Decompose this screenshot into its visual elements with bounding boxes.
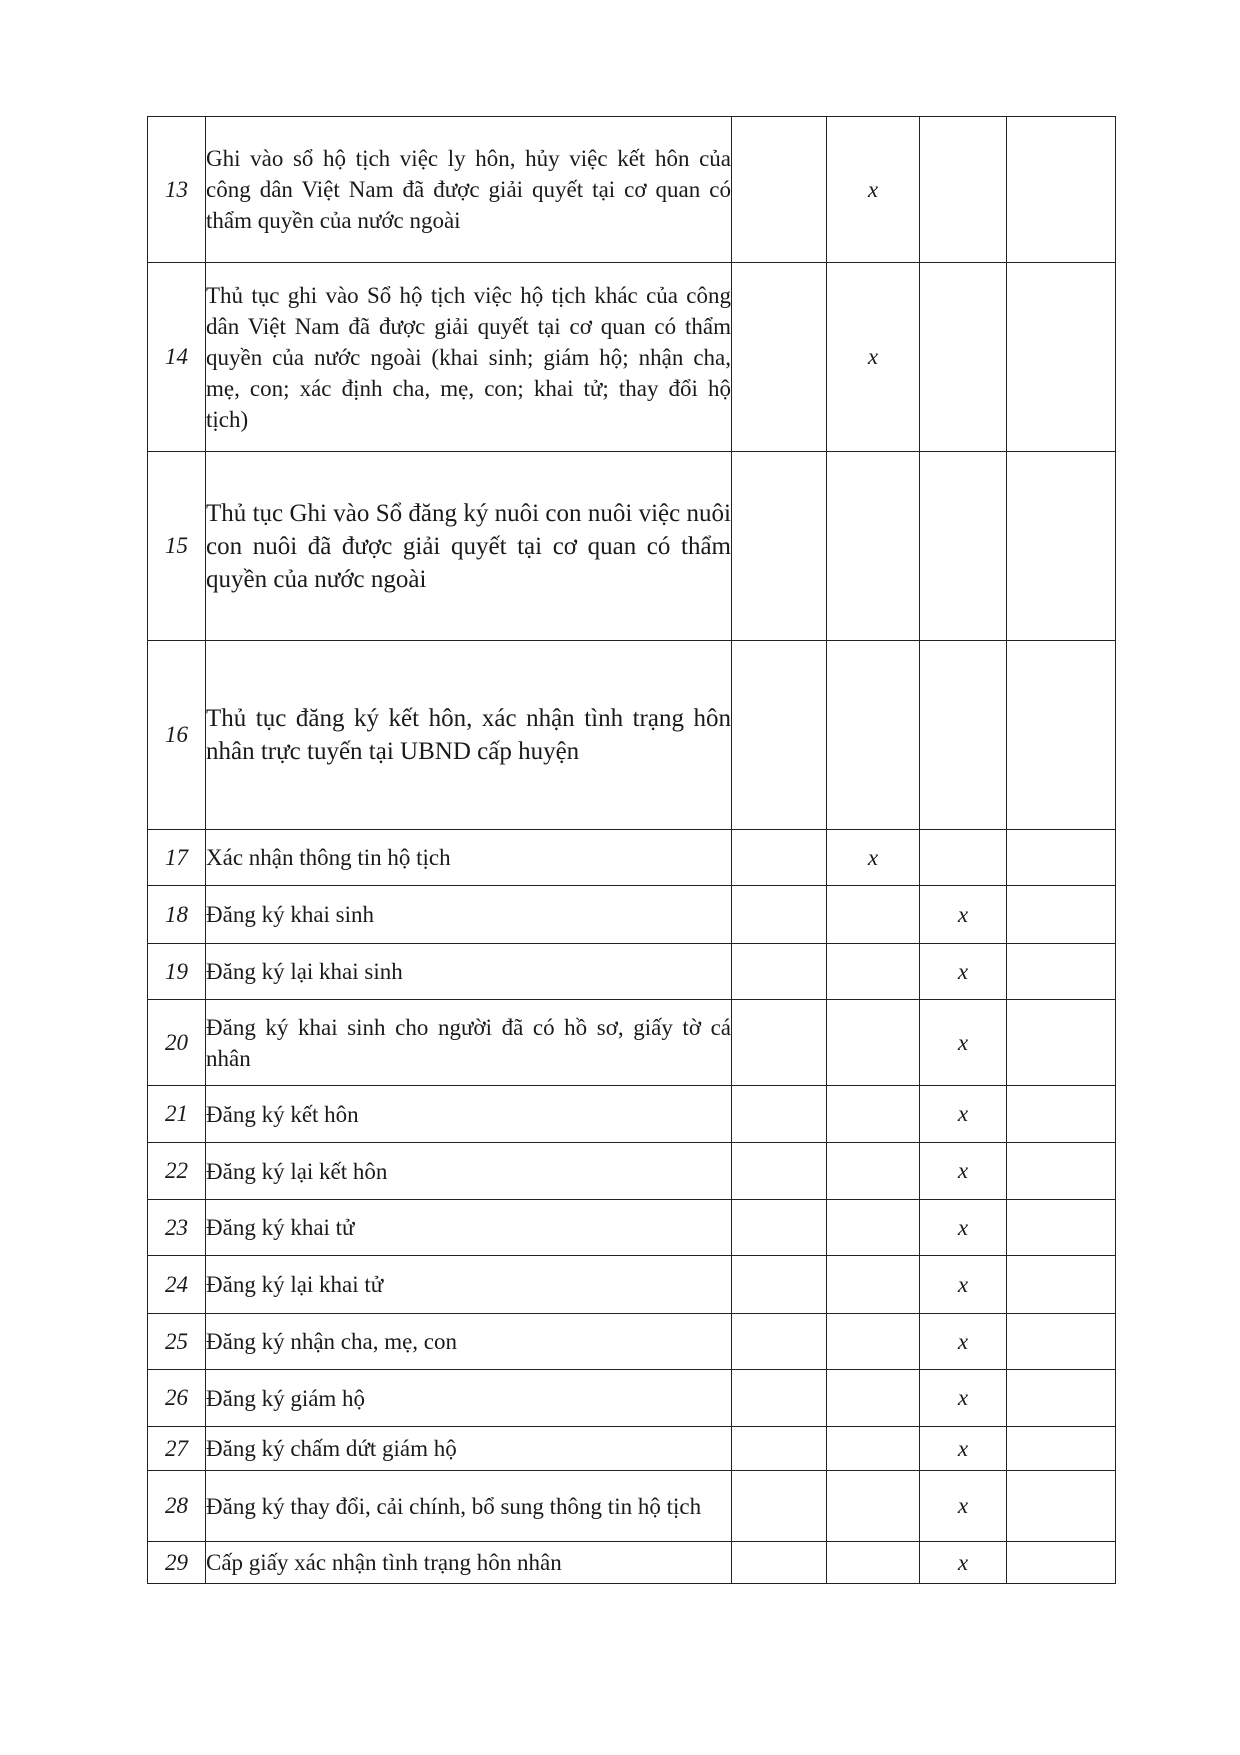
mark-cell-col-1 — [732, 452, 827, 641]
mark-cell-col-4 — [1007, 1143, 1116, 1200]
mark-cell-col-3: x — [920, 1000, 1007, 1086]
mark-cell-col-2 — [827, 944, 920, 1000]
mark-cell-col-1 — [732, 641, 827, 830]
mark-cell-col-2 — [827, 886, 920, 944]
table-row — [148, 641, 1116, 830]
mark-cell-col-3: x — [920, 1314, 1007, 1370]
table-row — [148, 1200, 1116, 1256]
mark-cell-col-1 — [732, 1143, 827, 1200]
procedure-name: Xác nhận thông tin hộ tịch — [206, 830, 732, 886]
table-row — [148, 452, 1116, 641]
mark-cell-col-2 — [827, 641, 920, 830]
procedure-name: Đăng ký nhận cha, mẹ, con — [206, 1314, 732, 1370]
mark-cell-col-1 — [732, 263, 827, 452]
row-number: 15 — [148, 452, 206, 641]
mark-cell-col-3: x — [920, 1086, 1007, 1143]
procedure-name: Đăng ký lại khai sinh — [206, 944, 732, 1000]
mark-cell-col-3: x — [920, 1256, 1007, 1314]
row-number: 18 — [148, 886, 206, 944]
row-number: 28 — [148, 1471, 206, 1542]
mark-cell-col-4 — [1007, 1370, 1116, 1427]
procedure-name: Đăng ký khai sinh — [206, 886, 732, 944]
mark-cell-col-4 — [1007, 641, 1116, 830]
procedure-name: Đăng ký giám hộ — [206, 1370, 732, 1427]
row-number: 27 — [148, 1427, 206, 1471]
mark-cell-col-2: x — [827, 117, 920, 263]
mark-cell-col-2 — [827, 1000, 920, 1086]
row-number: 14 — [148, 263, 206, 452]
procedure-name: Cấp giấy xác nhận tình trạng hôn nhân — [206, 1542, 732, 1584]
mark-cell-col-3: x — [920, 1143, 1007, 1200]
mark-cell-col-3: x — [920, 944, 1007, 1000]
table-row — [148, 1086, 1116, 1143]
row-number: 22 — [148, 1143, 206, 1200]
mark-cell-col-2 — [827, 1143, 920, 1200]
row-number: 26 — [148, 1370, 206, 1427]
row-number: 17 — [148, 830, 206, 886]
mark-cell-col-2: x — [827, 830, 920, 886]
mark-cell-col-3: x — [920, 1542, 1007, 1584]
mark-cell-col-2 — [827, 1471, 920, 1542]
mark-cell-col-2 — [827, 1314, 920, 1370]
mark-cell-col-1 — [732, 1200, 827, 1256]
mark-cell-col-3: x — [920, 886, 1007, 944]
procedure-name: Thủ tục Ghi vào Sổ đăng ký nuôi con nuôi việc nuôi con nuôi đã được giải quyết tại cơ quan có thẩm quyền của nước ngoài — [206, 452, 732, 641]
table-row — [148, 944, 1116, 1000]
row-number: 23 — [148, 1200, 206, 1256]
mark-cell-col-4 — [1007, 1471, 1116, 1542]
mark-cell-col-3 — [920, 830, 1007, 886]
mark-cell-col-1 — [732, 1086, 827, 1143]
mark-cell-col-4 — [1007, 1427, 1116, 1471]
mark-cell-col-4 — [1007, 1542, 1116, 1584]
mark-cell-col-1 — [732, 1256, 827, 1314]
row-number: 13 — [148, 117, 206, 263]
row-number: 19 — [148, 944, 206, 1000]
mark-cell-col-1 — [732, 1370, 827, 1427]
table-row — [148, 830, 1116, 886]
table-row — [148, 1471, 1116, 1542]
mark-cell-col-2: x — [827, 263, 920, 452]
row-number: 21 — [148, 1086, 206, 1143]
table-row — [148, 1143, 1116, 1200]
row-number: 29 — [148, 1542, 206, 1584]
procedure-name: Đăng ký thay đổi, cải chính, bổ sung thông tin hộ tịch — [206, 1471, 732, 1542]
mark-cell-col-3 — [920, 452, 1007, 641]
table-row — [148, 1542, 1116, 1584]
table-row — [148, 263, 1116, 452]
table-body — [148, 117, 1116, 1584]
procedure-name: Đăng ký kết hôn — [206, 1086, 732, 1143]
mark-cell-col-4 — [1007, 1000, 1116, 1086]
procedure-name: Đăng ký chấm dứt giám hộ — [206, 1427, 732, 1471]
mark-cell-col-2 — [827, 1542, 920, 1584]
mark-cell-col-4 — [1007, 944, 1116, 1000]
table-row — [148, 1427, 1116, 1471]
procedure-name: Thủ tục ghi vào Sổ hộ tịch việc hộ tịch khác của công dân Việt Nam đã được giải quyết tại cơ quan có thẩm quyền của nước ngoài (khai sinh; giám hộ; nhận cha, mẹ, con; xác định cha, mẹ, con; khai tử; thay đổi hộ tịch) — [206, 263, 732, 452]
row-number: 20 — [148, 1000, 206, 1086]
mark-cell-col-3 — [920, 641, 1007, 830]
mark-cell-col-1 — [732, 1000, 827, 1086]
procedure-name: Đăng ký khai tử — [206, 1200, 732, 1256]
mark-cell-col-3 — [920, 117, 1007, 263]
procedure-name: Thủ tục đăng ký kết hôn, xác nhận tình trạng hôn nhân trực tuyến tại UBND cấp huyện — [206, 641, 732, 830]
mark-cell-col-3 — [920, 263, 1007, 452]
mark-cell-col-3: x — [920, 1471, 1007, 1542]
mark-cell-col-3: x — [920, 1370, 1007, 1427]
table-row — [148, 1314, 1116, 1370]
row-number: 25 — [148, 1314, 206, 1370]
mark-cell-col-4 — [1007, 1200, 1116, 1256]
mark-cell-col-2 — [827, 1256, 920, 1314]
mark-cell-col-1 — [732, 944, 827, 1000]
table-row — [148, 117, 1116, 263]
procedure-name: Đăng ký lại khai tử — [206, 1256, 732, 1314]
row-number: 16 — [148, 641, 206, 830]
mark-cell-col-1 — [732, 830, 827, 886]
mark-cell-col-4 — [1007, 830, 1116, 886]
mark-cell-col-4 — [1007, 1256, 1116, 1314]
procedure-name: Ghi vào sổ hộ tịch việc ly hôn, hủy việc kết hôn của công dân Việt Nam đã được giải quyết tại cơ quan có thẩm quyền của nước ngoài — [206, 117, 732, 263]
mark-cell-col-3: x — [920, 1427, 1007, 1471]
table-row — [148, 1000, 1116, 1086]
procedure-name: Đăng ký khai sinh cho người đã có hồ sơ, giấy tờ cá nhân — [206, 1000, 732, 1086]
mark-cell-col-4 — [1007, 1086, 1116, 1143]
mark-cell-col-2 — [827, 452, 920, 641]
mark-cell-col-1 — [732, 886, 827, 944]
mark-cell-col-4 — [1007, 452, 1116, 641]
mark-cell-col-1 — [732, 1542, 827, 1584]
procedure-name: Đăng ký lại kết hôn — [206, 1143, 732, 1200]
mark-cell-col-1 — [732, 1314, 827, 1370]
mark-cell-col-1 — [732, 117, 827, 263]
table-row — [148, 1370, 1116, 1427]
mark-cell-col-2 — [827, 1200, 920, 1256]
mark-cell-col-4 — [1007, 117, 1116, 263]
mark-cell-col-2 — [827, 1427, 920, 1471]
mark-cell-col-2 — [827, 1370, 920, 1427]
row-number: 24 — [148, 1256, 206, 1314]
procedure-table — [147, 116, 1116, 1584]
table-row — [148, 1256, 1116, 1314]
table-row — [148, 886, 1116, 944]
mark-cell-col-4 — [1007, 886, 1116, 944]
mark-cell-col-4 — [1007, 1314, 1116, 1370]
mark-cell-col-4 — [1007, 263, 1116, 452]
mark-cell-col-1 — [732, 1427, 827, 1471]
mark-cell-col-1 — [732, 1471, 827, 1542]
mark-cell-col-2 — [827, 1086, 920, 1143]
mark-cell-col-3: x — [920, 1200, 1007, 1256]
